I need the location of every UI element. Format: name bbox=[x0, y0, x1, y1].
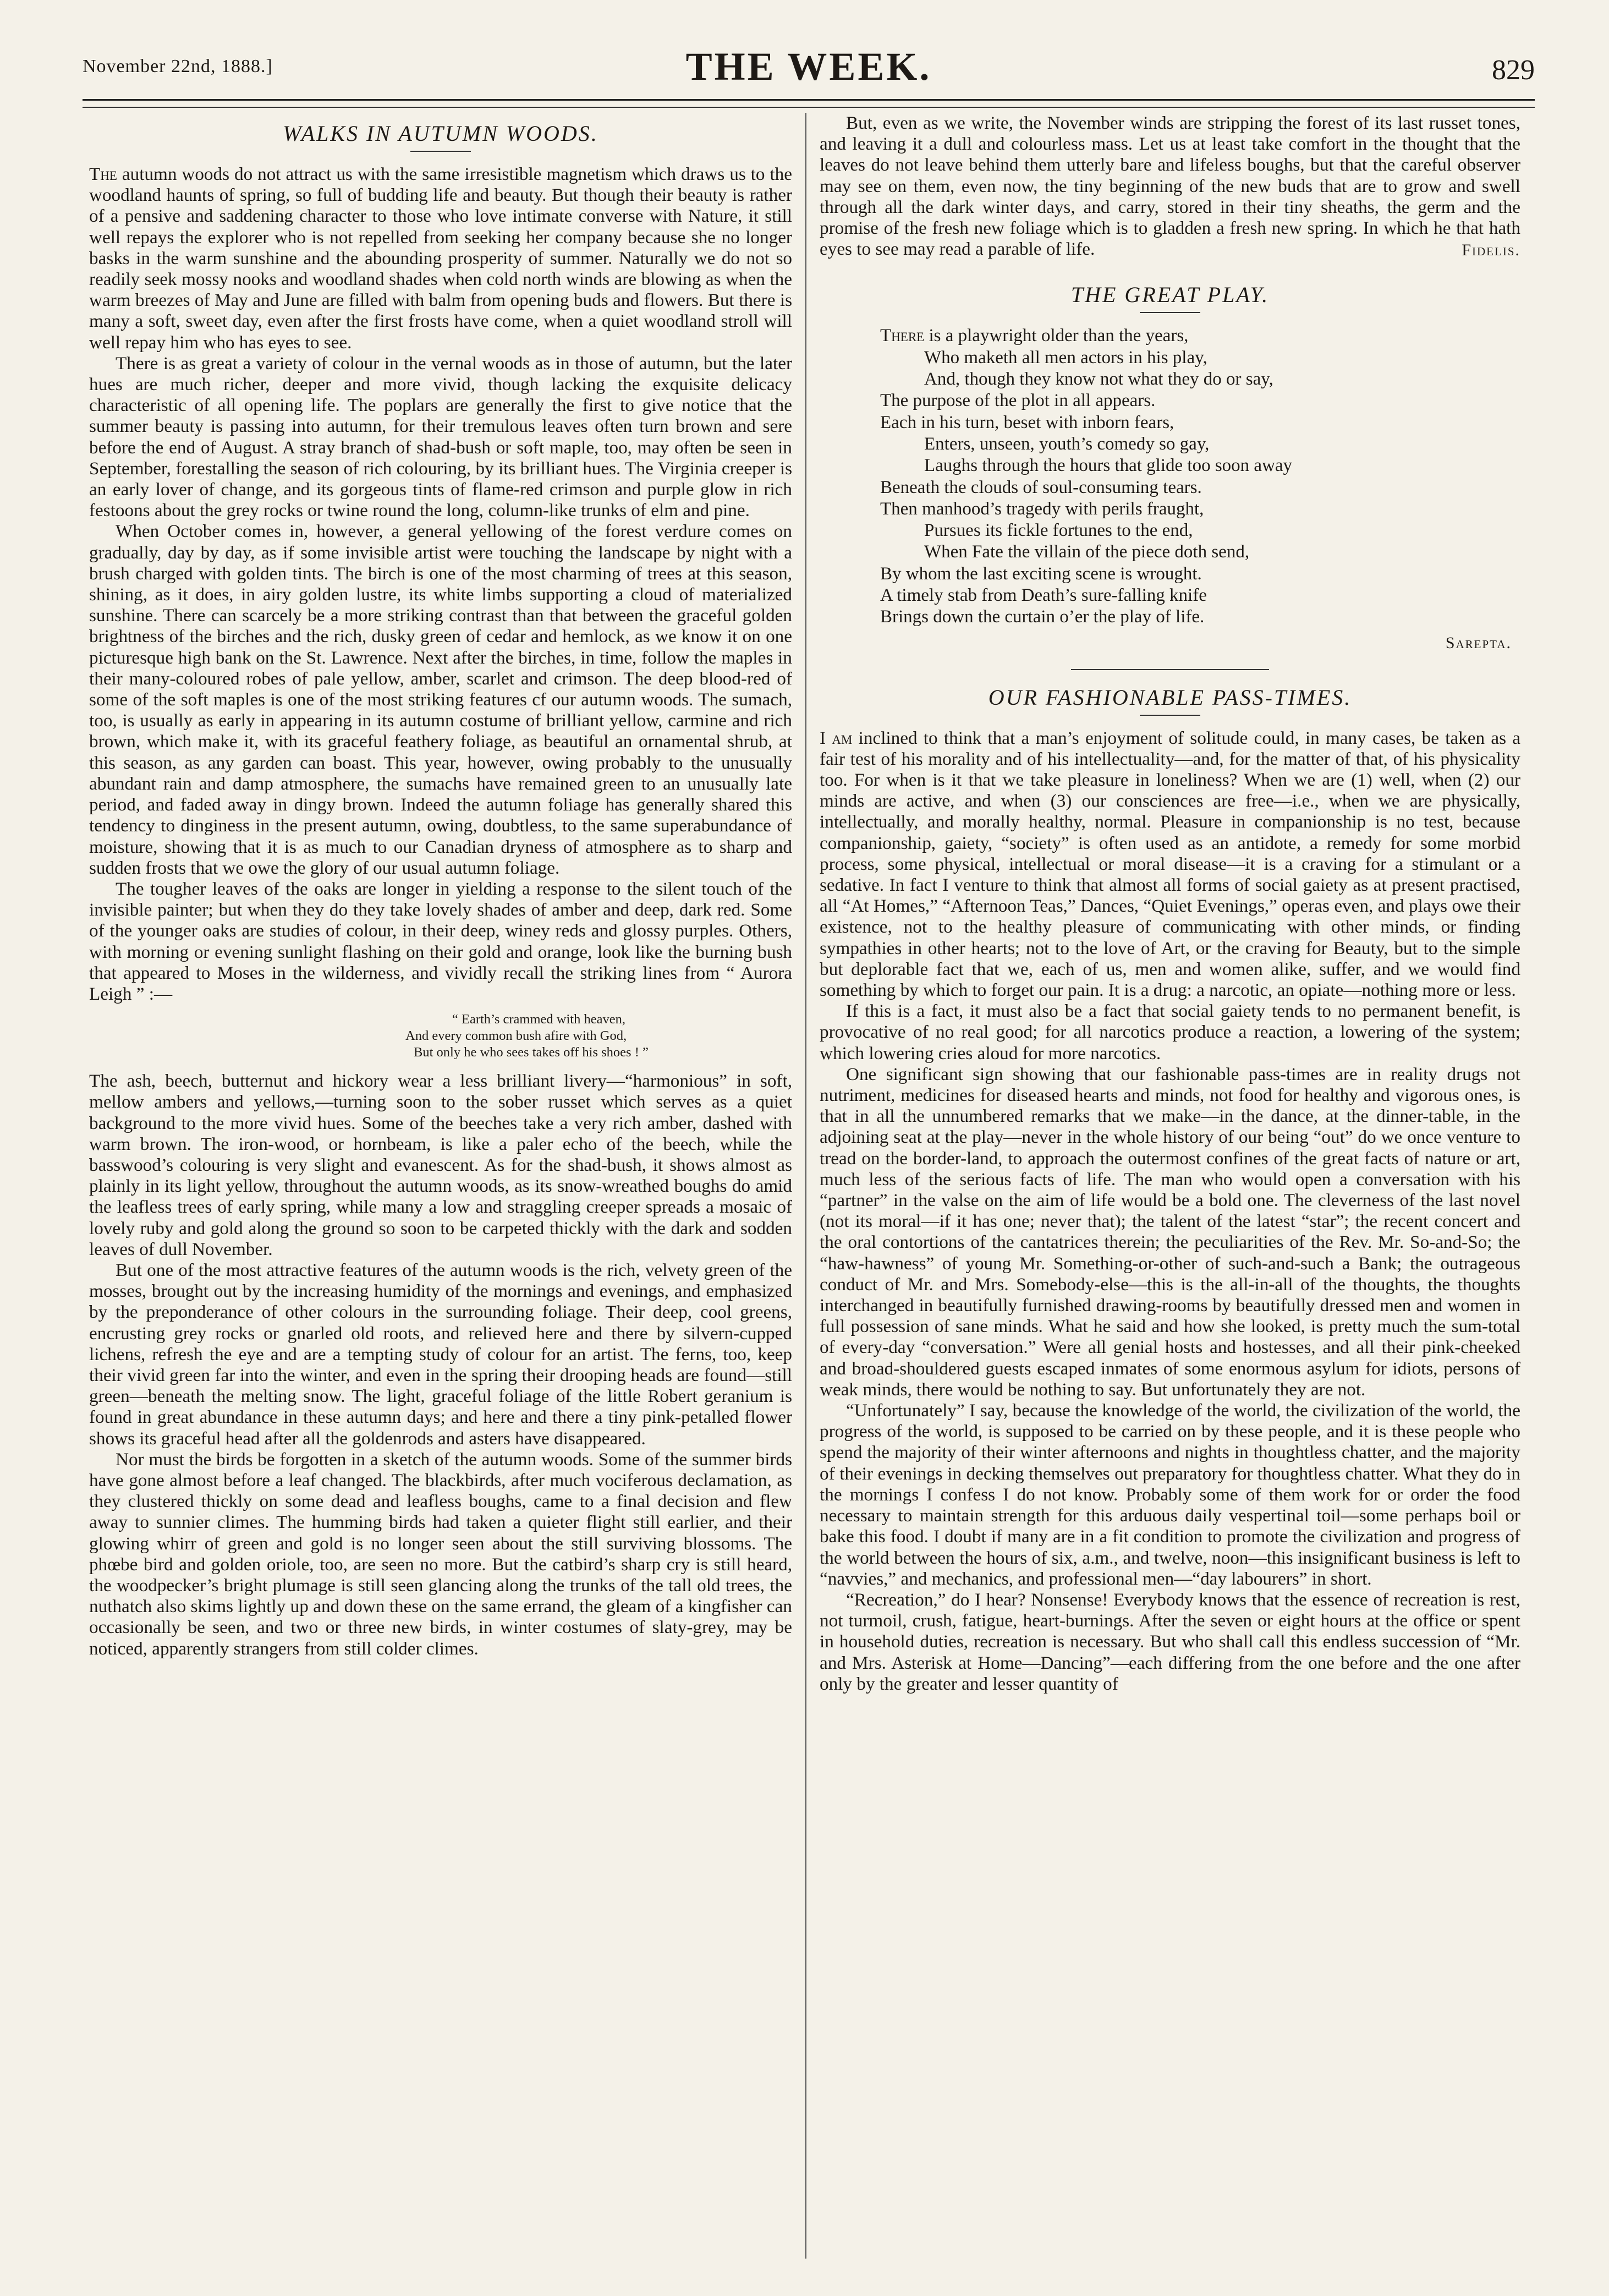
poem-line: Who maketh all men actors in his play, bbox=[924, 347, 1207, 368]
title-rule bbox=[410, 151, 471, 152]
quote-line: “ Earth’s crammed with heaven, bbox=[452, 1012, 625, 1027]
quote-line: And every common bush afire with God, bbox=[405, 1028, 627, 1044]
poem-line: Brings down the curtain o’er the play of life. bbox=[880, 607, 1205, 627]
title-rule bbox=[1140, 312, 1200, 313]
section-rule bbox=[1071, 669, 1269, 670]
poem-line: By whom the last exciting scene is wrought. bbox=[880, 563, 1202, 584]
article-paragraph: But, even as we write, the November winds are stripping the forest of its last russet tones, and leaving it a dull and colourless mass. Let us at least take comfort in the thought that the leaves do not leave behind them utterly bare and lifeless boughs, but that the careful observer may see on them, even now, the tiny beginning of the new buds that are to grow and swell through all the dark winter days, and carry, stored in their tiny sheaths, the germ and the promise of the fresh new foliage which is to gladden a fresh new spring. In which he that hath eyes to see may read a parable of life. bbox=[820, 113, 1520, 260]
poem-line: Enters, unseen, youth’s comedy so gay, bbox=[924, 434, 1210, 454]
sonnet bbox=[820, 325, 1520, 628]
poem-line: When Fate the villain of the piece doth send, bbox=[924, 542, 1250, 562]
article-title: WALKS IN AUTUMN WOODS. bbox=[283, 121, 598, 146]
publication-title: THE WEEK. bbox=[685, 45, 932, 89]
masthead-rule bbox=[83, 99, 1535, 101]
poem-line: Laughs through the hours that glide too soon away bbox=[924, 456, 1293, 476]
paragraph-text: autumn woods do not attract us with the same irresistible magnetism which draws us to the woodland haunts of spring, so full of budding life and beauty. But though their beauty is rather of a pensive and saddening character to those who love intimate converse with Nature, it still well repays the explorer who is not repelled from seeking her company because she no longer basks in the warm sunshine and the abounding prosperity of summer. Naturally we do not so readily seek mossy nooks and woodland shades when cold north winds are blowing as when the warm breezes of May and June are filled with balm from opening buds and flowers. But there is many a soft, sweet day, even after the first frosts have come, when a quiet woodland stroll will well repay him who has eyes to see. bbox=[89, 164, 792, 353]
poem-line: And, though they know not what they do or say, bbox=[924, 369, 1273, 390]
poem-line: Beneath the clouds of soul-consuming tears. bbox=[880, 477, 1202, 497]
right-column bbox=[820, 113, 1520, 1695]
lead-word: The bbox=[89, 164, 117, 184]
article-paragraph: The ash, beech, butternut and hickory wear a less brilliant livery—“harmonious” in soft, mellow ambers and yellows,—turning soon to the sober russet which serves as a quiet background to the more vivid hues. Some of the beeches take a very rich amber, dashed with warm brown. The iron-wood, or hornbeam, is like a paler echo of the beech, while the basswood’s colouring is very slight and evanescent. As for the shad-bush, it shows almost as plainly in its light yellow, throughout the autumn woods, as its snow-wreathed boughs do amid the leafless trees of early spring, while many a low and straggling creeper spreads a mosaic of lovely ruby and gold along the ground so soon to be carpeted thickly with the dark and sodden leaves of dull November. bbox=[89, 1071, 792, 1259]
poem-line bbox=[880, 325, 1520, 347]
page-number: 829 bbox=[1492, 54, 1535, 86]
article-paragraph: If this is a fact, it must also be a fact that social gaiety tends to no permanent benefit, is provocative of no real good; for all narcotics produce a reaction, a lowering of the system; which lowering cries aloud for more narcotics. bbox=[820, 1001, 1520, 1064]
block-quote bbox=[89, 1011, 792, 1061]
author-signature: Fidelis. bbox=[1462, 241, 1520, 260]
issue-date: November 22nd, 1888.] bbox=[83, 56, 273, 76]
article-paragraph: “Unfortunately” I say, because the knowledge of the world, the civilization of the world, the progress of the world, is supposed to be carried on by these people, and it is these people who spend the majority of their winter afternoons and nights in thoughtless chatter, and the majority of their evenings in decking themselves out preparatory for thoughtless chatter. What they do in the mornings I confess I do not know. Probably some of them work for or order the food necessary to maintain strength for this arduous daily vespertinal toil—some perhaps boil or bake this food. I doubt if many are in a fit condition to promote the civilization and progress of the world between the hours of six, a.m., and twelve, noon—this insignificant business is left to “navvies,” and mechanics, and professional men—“day labourers” in short. bbox=[820, 1400, 1520, 1589]
masthead bbox=[83, 44, 1535, 105]
article-paragraph: The tougher leaves of the oaks are longer in yielding a response to the silent touch of the invisible painter; but when they do they take lovely shades of amber and deep, dark red. Some of the younger oaks are studies of colour, in their deep, winey reds and glossy purples. Others, with morning or evening sunlight flashing on their gold and orange, look like the burning bush that appeared to Moses in the wilderness, and vividly recall the striking lines from “ Aurora Leigh ” :— bbox=[89, 878, 792, 1004]
article-paragraph bbox=[820, 728, 1520, 1001]
column-divider bbox=[805, 113, 806, 2259]
article-title: OUR FASHIONABLE PASS-TIMES. bbox=[988, 684, 1352, 710]
poem-line: A timely stab from Death’s sure-falling knife bbox=[880, 585, 1207, 605]
author-signature: Sarepta. bbox=[1445, 633, 1512, 652]
poem-line: Then manhood’s tragedy with perils fraught, bbox=[880, 498, 1204, 519]
left-column bbox=[89, 113, 792, 1659]
poem-line: Each in his turn, beset with inborn fears, bbox=[880, 412, 1174, 432]
quote-line: But only he who sees takes off his shoes ! ” bbox=[414, 1045, 649, 1060]
article-paragraph bbox=[89, 164, 792, 353]
title-rule bbox=[1140, 715, 1200, 716]
article-paragraph: Nor must the birds be forgotten in a sketch of the autumn woods. Some of the summer birds have gone almost before a leaf changed. The blackbirds, after much vociferous declamation, as they clustered thickly on some dead and leafless boughs, came to a final decision and flew away to sunnier climes. The humming birds had taken a quieter flight still earlier, and their glowing whirr of green and gold is no longer seen about the still surviving blossoms. The phœbe bird and golden oriole, too, are seen no more. But the catbird’s sharp cry is still heard, the woodpecker’s bright plumage is still seen glancing along the trunks of the tall old trees, the nuthatch also skims lightly up and down these on the same errand, the gleam of a kingfisher can occasionally be seen, and two or three new birds, in winter costumes of slaty-grey, may be noticed, apparently strangers from still colder climes. bbox=[89, 1449, 792, 1659]
poem-line: The purpose of the plot in all appears. bbox=[880, 391, 1156, 411]
poem-line: Pursues its fickle fortunes to the end, bbox=[924, 520, 1193, 541]
masthead-rule-thin bbox=[83, 107, 1535, 108]
article-paragraph: One significant sign showing that our fashionable pass-times are in reality drugs not nutriment, medicines for diseased hearts and minds, not food for healthy and vigorous ones, is that in all the unnumbered remarks that we make—in the dance, at the dinner-table, in the adjoining seat at the play—never in the whole history of our being “out” do we once venture to tread on the border-land, to approach the outermost confines of the great facts of nature or art, much less of the serious facts of life. The man who would open a conversation with his “partner” in the valse on the aim of life would be a bold one. The cleverness of the last novel (not its moral—if it has one; never that); the talent of the latest “star”; the recent concert and the oral contortions of the cantatrices therein; the peculiarities of the Rev. Mr. So-and-So; the “haw-hawness” of young Mr. Something-or-other of such-and-such a Bank; the outrageous conduct of Mr. and Mrs. Somebody-else—this is the all-in-all of the thoughts, the thoughts interchanged in beautifully furnished drawing-rooms by beautifully dressed men and women in full possession of sane minds. What he said and how she looked, is pretty much the sum-total of every-day “conversation.” Were all genial hosts and hostesses, and all their pink-cheeked and broad-shouldered guests escaped inmates of some enormous asylum for idiots, persons of weak minds, there would be nothing to say. But unfortunately they are not. bbox=[820, 1064, 1520, 1400]
lead-word: There bbox=[880, 326, 925, 346]
article-paragraph: But one of the most attractive features of the autumn woods is the rich, velvety green of the mosses, brought out by the increasing humidity of the mornings and evenings, and emphasized by the preponderance of other colours in the surrounding foliage. Their deep, cool greens, encrusting grey rocks or gnarled old roots, and relieved here and there by silvern-cupped lichens, refresh the eye and are a tempting study of colour for an artist. The ferns, too, keep their vivid green far into the winter, and even in the spring their drooping heads are found—still green—beneath the melting snow. The light, graceful foliage of the little Robert geranium is found in great abundance in these autumn days; and here and there a tiny pink-petalled flower shows its graceful head after all the goldenrods and asters have disappeared. bbox=[89, 1259, 792, 1449]
article-paragraph: When October comes in, however, a general yellowing of the forest verdure comes on gradually, day by day, as if some invisible artist were touching the landscape by night with a brush charged with golden tints. The birch is one of the most charming of trees at this season, shining, as it does, in airy golden lustre, its white limbs supporting a cloud of materialized sunshine. There can scarcely be a more striking contrast than that between the graceful golden brightness of the birches and the rich, dusky green of cedar and hemlock, as we know it on one picturesque high bank on the St. Lawrence. Next after the birches, in time, follow the maples in their many-coloured robes of pale yellow, amber, scarlet and crimson. The deep blood-red of some of the soft maples is one of the most striking features cf our autumn woods. The sumach, too, is usually as early in appearing in its autumn costume of brilliant yellow, carmine and rich brown, which make it, with its graceful feathery foliage, as beautiful an ornamental shrub, at this season, as any garden can boast. This year, however, owing probably to the unusually abundant rain and damp atmosphere, the sumachs have remained green to an unusually late period, and faded away in dingy brown. Indeed the autumn foliage has generally shared this tendency to dinginess in the present autumn, owing, doubtless, to the same superabundance of moisture, showing that it is as much to our Canadian dryness of atmosphere as to sharp and sudden frosts that we owe the glory of our usual autumn foliage. bbox=[89, 521, 792, 878]
article-paragraph: There is as great a variety of colour in the vernal woods as in those of autumn, but the later hues are much richer, deeper and more vivid, though lacking the exquisite delicacy characteristic of all opening life. The poplars are generally the first to give notice that the summer beauty is passing into autumn, for their tremulous leaves often turn brown and sere before the end of August. A stray branch of shad-bush or soft maple, too, may often be seen in September, forestalling the season of rich colouring, by its brilliant hues. The Virginia creeper is an early lover of change, and its gorgeous tints of flame-red crimson and purple glow in rich festoons about the grey rocks or twine round the long, column-like trunks of elm and pine. bbox=[89, 353, 792, 521]
poem-line-text: is a playwright older than the years, bbox=[924, 326, 1189, 346]
paragraph-text: inclined to think that a man’s enjoyment of solitude could, in many cases, be taken as a fair test of his morality and of his intellectuality—and, for the matter of that, of his physicality too. For when is it that we take pleasure in loneliness? When we are (1) well, when (2) our minds are active, and when (3) our consciences are free—i.e., when we are physically, intellectually, and morally healthy, normal. Pleasure in companionship is no test, because companionship, gaiety, “society” is often used as an antidote, a remedy for some morbid process, some physical, intellectual or moral disease—it is a craving for a stimulant or a sedative. In fact I venture to think that almost all forms of social gaiety as at present practised, all “At Homes,” “Afternoon Teas,” Dances, “Quiet Evenings,” operas even, and plays owe their existence, not to the healthy pleasure of communicating with other minds, or finding sympathies in other hearts; not to the love of Art, or the craving for Beauty, but to the simple but deplorable fact that we, each of us, men and women alike, suffer, and we would find something by which to forget our pain. It is a drug: a narcotic, an opiate—nothing more or less. bbox=[820, 727, 1520, 1001]
article-paragraph: “Recreation,” do I hear? Nonsense! Everybody knows that the essence of recreation is rest, not turmoil, crush, fatigue, heart-burnings. After the seven or eight hours at the office or spent in household duties, recreation is necessary. But who shall call this endless succession of “Mr. and Mrs. Asterisk at Home—Dancing”—each differing from the one before and the one after only by the greater and lesser quantity of bbox=[820, 1589, 1520, 1694]
article-title: THE GREAT PLAY. bbox=[1070, 282, 1270, 308]
lead-word: I am bbox=[820, 727, 853, 748]
